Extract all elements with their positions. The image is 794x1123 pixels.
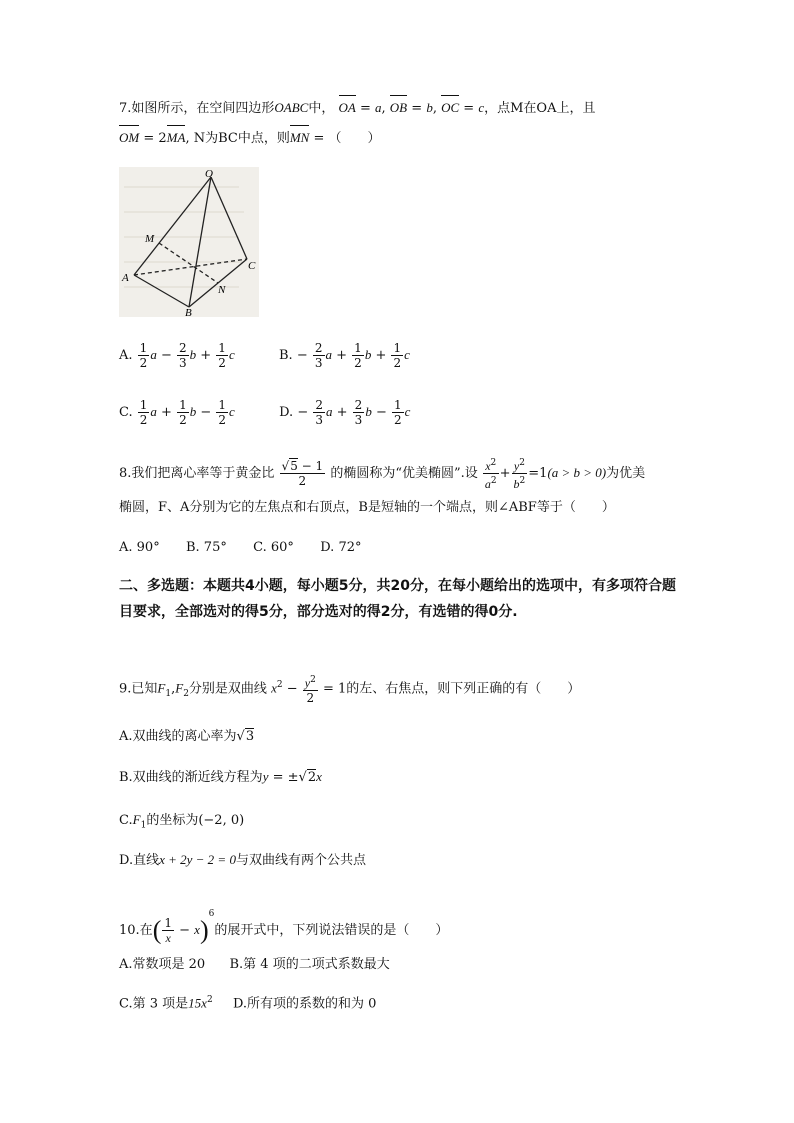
q9-option-d: D.直线x + 2y − 2 = 0与双曲线有两个公共点 xyxy=(119,852,366,868)
q8-options: A. 90° B. 75° C. 60° D. 72° xyxy=(119,540,362,555)
vector-ob: OB xyxy=(390,98,407,118)
q10-stem: 10.在( $\frac{1}{x}$ − x)$^6$的展开式中，下列说法错误的是（ ） xyxy=(119,909,449,945)
label-c: C xyxy=(248,260,256,272)
q10-options-cd: C.第 3 项是$15x^2$ D.所有项的系数的和为 0 xyxy=(119,995,377,1012)
tetrahedron-figure xyxy=(119,167,259,317)
q10-options-ab: A.常数项是 20 B.第 4 项的二项式系数最大 xyxy=(119,957,390,972)
label-n: N xyxy=(218,284,226,296)
q8-line1: 8.我们把离心率等于黄金比 $\frac{√5 - 1}{2}$ 的椭圆称为“优美椭圆”.设 $\frac{x^2}{a^2}$ + $\frac{y^2}{b^2}$ =1(a > b > 0)为优美 xyxy=(119,458,646,491)
q9-option-b: B.双曲线的渐近线方程为y = ±√2x xyxy=(119,769,322,785)
q7-options-ab: A. $\frac{1}{2}$ a − $\frac{2}{3}$ b + $\frac{1}{2}$ c B. − $\frac{2}{3}$ a + $\frac{1}{2}$ b + $\frac{1}{2}$ c xyxy=(119,341,410,370)
vector-oc: OC xyxy=(441,98,459,118)
q9-option-c: $C.F_1$的坐标为(−2, 0) xyxy=(119,812,245,831)
q7-line2: OM = 2MA, N为BC中点，则MN = （ ） xyxy=(119,130,381,146)
label-m: M xyxy=(145,233,155,245)
vector-oa: OA xyxy=(339,98,356,118)
q7-options-cd: C. $\frac{1}{2}$ a + $\frac{1}{2}$ b − $\frac{1}{2}$ c D. − $\frac{2}{3}$ a + $\frac{2}{3}$ b − $\frac{1}{2}$ c xyxy=(119,398,411,427)
label-b: B xyxy=(185,307,192,317)
label-a: A xyxy=(122,272,129,284)
section-2-heading: 二、多选题：本题共4小题，每小题5分，共20分，在每小题给出的选项中，有多项符合题目要求，全部选对的得5分，部分选对的得2分，有选错的得0分. xyxy=(119,578,676,620)
q9-option-a: A.双曲线的离心率为√3 xyxy=(119,729,255,744)
label-o: O xyxy=(205,168,213,180)
q9-stem: 9.已知$F_1,F_2$分别是双曲线 $x^2$ − $\frac{y^2}{2}$ = 1的左、右焦点，则下列正确的有（ ） xyxy=(119,674,581,705)
q7-line1: 7.如图所示，在空间四边形OABC中， OA = a, OB = b, OC = c，点M在OA上，且 xyxy=(119,100,596,116)
q8-line2: 椭圆，F、A分别为它的左焦点和右顶点，B是短轴的一个端点，则∠ABF等于（ ） xyxy=(119,500,615,515)
